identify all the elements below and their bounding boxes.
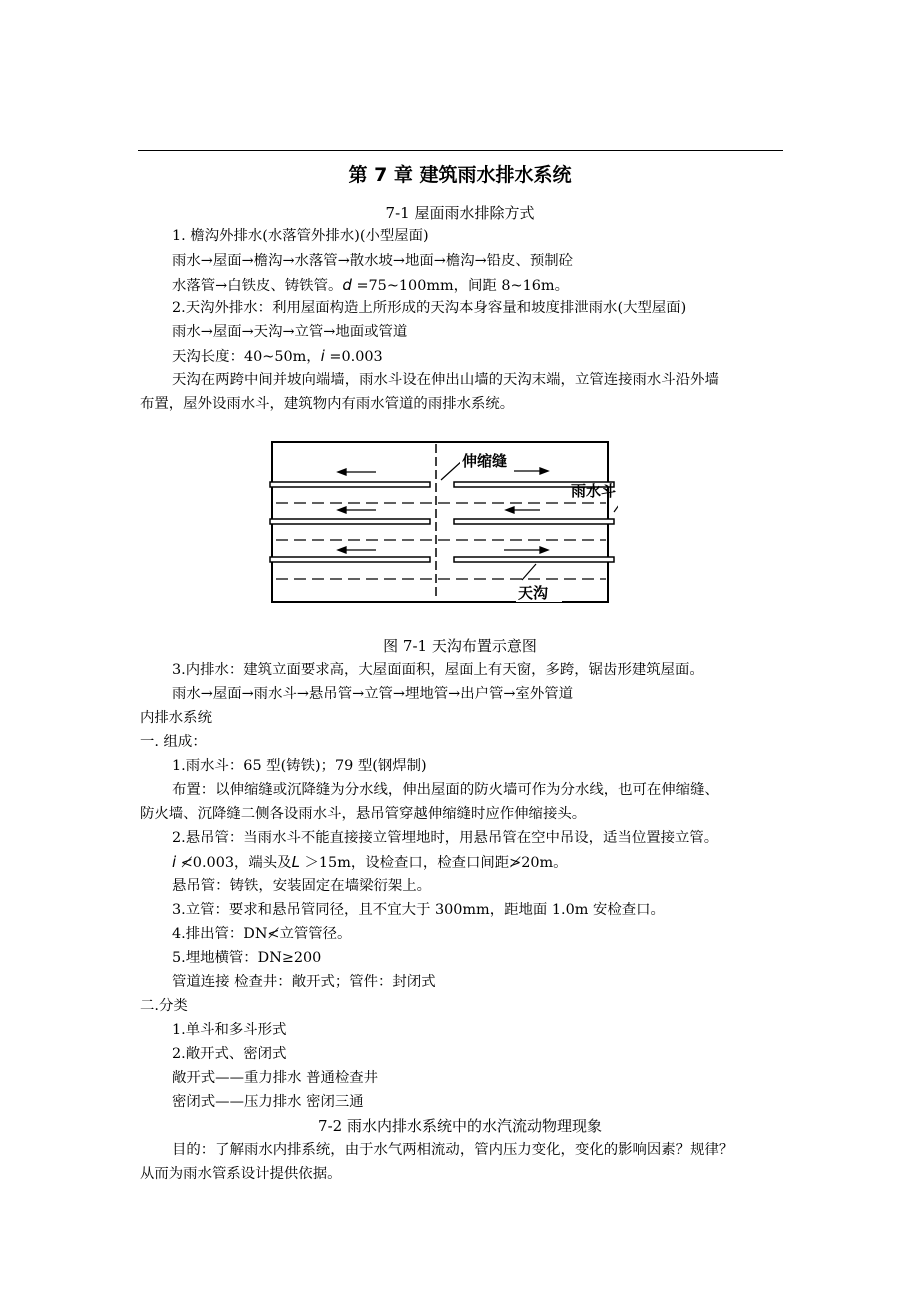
text-line: 2.天沟外排水：利用屋面构造上所形成的天沟本身容量和坡度排泄雨水(大型屋面) xyxy=(172,300,687,316)
gutter-pipe xyxy=(270,482,430,487)
flow-arrow-head xyxy=(338,469,346,475)
variable-i: i xyxy=(172,853,177,871)
flow-arrow-head xyxy=(338,547,346,553)
flow-arrow-head xyxy=(540,547,548,553)
leader-line xyxy=(522,564,536,580)
text-line: 二.分类 xyxy=(140,998,188,1014)
flow-arrow-head xyxy=(338,507,346,513)
text-line: 4.排出管：DN≮立管管径。 xyxy=(172,926,352,942)
text-line: 5.埋地横管：DN≥200 xyxy=(172,950,322,966)
header-rule xyxy=(138,150,783,151)
text-line: 3.立管：要求和悬吊管同径，且不宜大于 300mm，距地面 1.0m 安检查口。 xyxy=(172,902,665,918)
variable-i: i xyxy=(320,347,325,365)
label-expansion-joint: 伸缩缝 xyxy=(462,452,508,470)
gutter-pipe xyxy=(270,519,430,524)
flow-arrow-head xyxy=(540,468,548,474)
text-line: 密闭式——压力排水 密闭三通 xyxy=(172,1094,364,1110)
text-line: 目的：了解雨水内排系统，由于水气两相流动，管内压力变化，变化的影响因素？规律？ xyxy=(172,1142,734,1158)
text-line: 3.内排水：建筑立面要求高，大屋面面积，屋面上有天窗，多跨，锯齿形建筑屋面。 xyxy=(172,662,704,678)
label-rain-drain: 雨水斗 xyxy=(570,482,616,500)
text-line: 布置：以伸缩缝或沉降缝为分水线，伸出屋面的防火墙可作为分水线，也可在伸缩缝、 xyxy=(172,782,719,798)
section-title-7-2: 7-2 雨水内排水系统中的水汽流动物理现象 xyxy=(318,1117,602,1135)
text-line: 1. 檐沟外排水(水落管外排水)(小型屋面) xyxy=(172,228,429,244)
figure-caption: 图 7-1 天沟布置示意图 xyxy=(383,637,537,655)
gutter-layout-diagram xyxy=(268,440,618,606)
text-line: 2.敞开式、密闭式 xyxy=(172,1046,287,1062)
text-line: 雨水→屋面→檐沟→水落管→散水坡→地面→檐沟→铅皮、预制砼 xyxy=(172,253,573,269)
section-title-7-1: 7-1 屋面雨水排除方式 xyxy=(385,204,535,222)
text-line: 天沟在两跨中间并坡向端墙，雨水斗设在伸出山墙的天沟末端，立管连接雨水斗沿外墙 xyxy=(172,372,719,388)
text-line: 2.悬吊管：当雨水斗不能直接接立管埋地时，用悬吊管在空中吊设，适当位置接立管。 xyxy=(172,830,719,846)
leader-line xyxy=(441,460,463,480)
text-line: 天沟长度：40~50m，i =0.003 xyxy=(172,347,383,365)
gutter-pipe xyxy=(454,519,614,524)
variable-d: d xyxy=(342,276,352,294)
leader-line xyxy=(614,498,618,512)
flow-arrow-head xyxy=(506,507,514,513)
text-line: i ≮0.003，端头及L ＞15m，设检查口，检查口间距≯20m。 xyxy=(172,853,568,871)
label-gutter: 天沟 xyxy=(518,584,549,602)
text-line: 管道连接 检查井：敞开式；管件：封闭式 xyxy=(172,974,436,990)
text-line: 雨水→屋面→天沟→立管→地面或管道 xyxy=(172,324,408,340)
gutter-pipe xyxy=(270,557,430,562)
variable-L: L xyxy=(291,853,300,871)
text-line: 防火墙、沉降缝二侧各设雨水斗，悬吊管穿越伸缩缝时应作伸缩接头。 xyxy=(140,806,587,822)
text-line: 一. 组成： xyxy=(140,734,207,750)
text-line: 1.雨水斗：65 型(铸铁)；79 型(钢焊制) xyxy=(172,758,427,774)
gutter-pipe xyxy=(454,557,614,562)
text-line: 从而为雨水管系设计提供依据。 xyxy=(140,1166,342,1182)
text-line: 布置，屋外设雨水斗，建筑物内有雨水管道的雨排水系统。 xyxy=(140,396,515,412)
text-line: 悬吊管：铸铁，安装固定在墙梁衍架上。 xyxy=(172,878,432,894)
text-line: 水落管→白铁皮、铸铁管。d =75~100mm，间距 8~16m。 xyxy=(172,276,569,294)
text-line: 雨水→屋面→雨水斗→悬吊管→立管→埋地管→出户管→室外管道 xyxy=(172,686,573,702)
text-line: 内排水系统 xyxy=(140,710,212,726)
text-line: 1.单斗和多斗形式 xyxy=(172,1022,287,1038)
text-line: 敞开式——重力排水 普通检查井 xyxy=(172,1070,379,1086)
chapter-title: 第 7 章 建筑雨水排水系统 xyxy=(348,164,572,186)
